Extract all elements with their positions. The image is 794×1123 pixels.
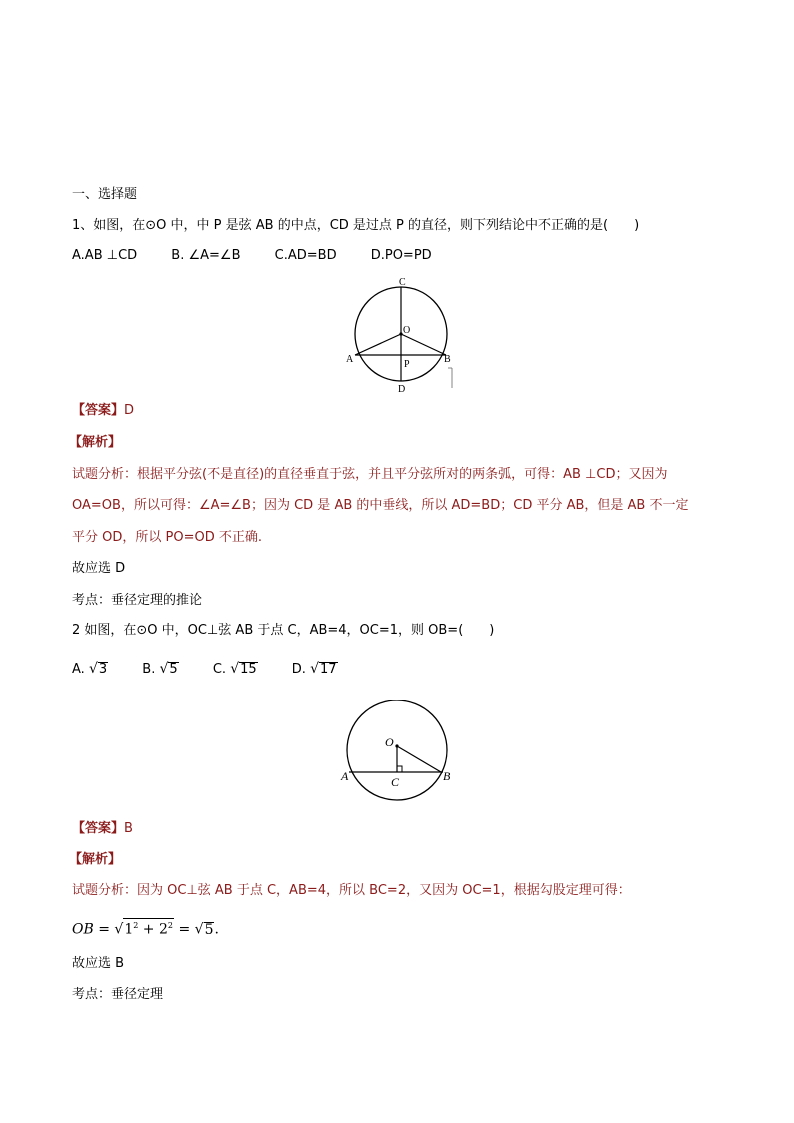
q1-answer-tag: 【答案】 [72,403,125,418]
q2-label-b: B [443,769,451,783]
q2-option-d: D. √17 [291,661,337,677]
q1-analysis-line-3: 平分 OD，所以 PO=OD 不正确. [72,530,262,545]
q2-option-b: B. √5 [142,661,178,677]
q1-answer [72,402,134,420]
q2-option-a-radicand: 3 [98,662,108,677]
q1-option-b: B. ∠A=∠B [171,248,241,263]
q2-answer-value: B [124,821,133,836]
q1-analysis-tag: 【解析】 [69,435,122,450]
q2-label-a: A [341,769,349,783]
q2-formula-lhs: OB = [72,921,115,938]
q1-label-o: O [403,325,411,336]
q2-formula: OB = $√1^2 + 2^2 = √5$. [72,918,219,939]
q2-answer-tag: 【答案】 [72,821,125,836]
q2-option-a: A. √3 [72,661,108,677]
q2-analysis-line-1: 试题分析：因为 OC⊥弦 AB 于点 C，AB=4，所以 BC=2，又因为 OC=1，根据勾股定理可得： [72,883,631,898]
q2-formula-result: 5 [204,921,214,938]
q2-option-c-radicand: 15 [240,662,257,677]
q1-label-a: A [346,354,354,365]
q1-option-d: D.PO=PD [370,248,432,263]
q1-label-d: D [398,384,406,395]
q2-option-d-radicand: 17 [320,662,337,677]
q1-answer-value: D [124,403,135,418]
q1-analysis-line-1: 试题分析：根据平分弦(不是直径)的直径垂直于弦，并且平分弦所对的两条弧，可得：AB ⊥CD；又因为 [72,467,668,482]
q1-label-p: P [404,359,410,370]
q1-conclusion: 故应选 D [72,561,126,576]
section-title: 一、选择题 [72,187,138,202]
q2-conclusion: 故应选 B [72,956,125,971]
q2-option-b-radicand: 5 [169,662,178,677]
q2-key-point: 考点：垂径定理 [72,987,164,1002]
question-1-stem: 1、如图，在⊙O 中，中 P 是弦 AB 的中点，CD 是过点 P 的直径，则下列结论中不正确的是( ) [72,218,640,233]
q1-option-c: C.AD=BD [274,248,337,263]
q2-label-o: O [385,735,394,749]
q2-answer [72,820,133,838]
q2-label-c: C [391,775,400,789]
q1-circle-figure [340,272,460,398]
q1-key-point: 考点：垂径定理的推论 [72,593,203,608]
question-2-options [72,660,368,679]
q2-analysis-tag: 【解析】 [69,852,122,867]
q1-option-a: A.AB ⊥CD [72,248,138,263]
question-1-options [72,247,462,265]
q1-analysis-line-2: OA=OB，所以可得：∠A=∠B；因为 CD 是 AB 的中垂线，所以 AD=BD；CD 平分 AB，但是 AB 不一定 [72,498,689,513]
q2-circle-figure [335,700,465,806]
q1-label-b: B [444,354,451,365]
q2-formula-radicand: $1^2 + 2^2$ [123,918,174,937]
q2-option-c: C. √15 [212,661,257,677]
question-2-stem: 2 如图，在⊙O 中，OC⊥弦 AB 于点 C，AB=4，OC=1，则 OB=( ) [72,623,495,638]
q1-label-c: C [399,277,406,288]
